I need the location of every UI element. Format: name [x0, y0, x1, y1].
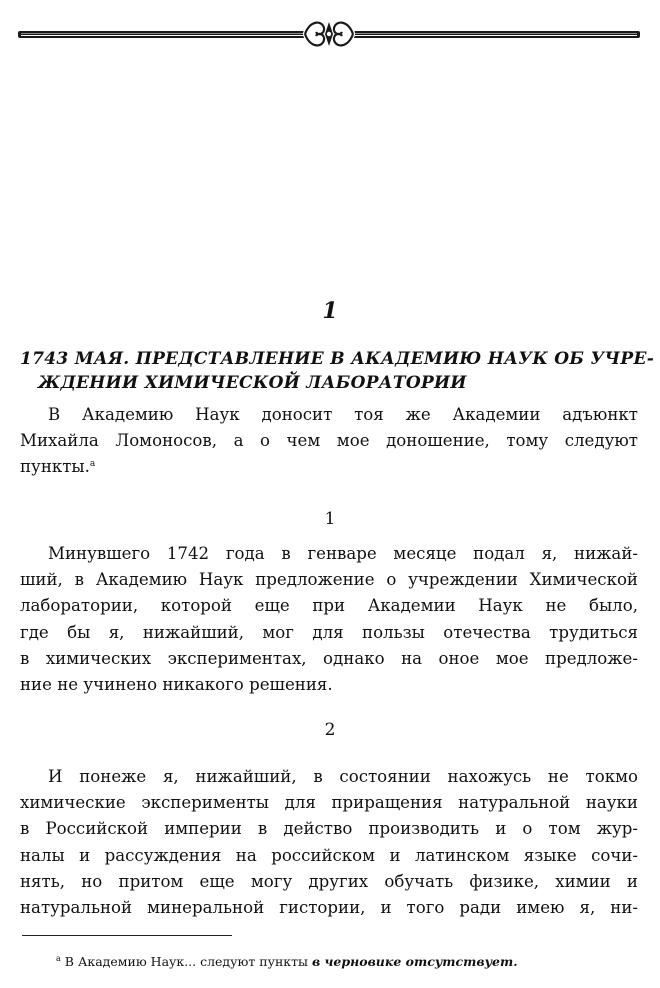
footnote-note: в черновике отсутствует. — [311, 954, 518, 969]
text-line: ние не учинено никакого решения. — [20, 675, 333, 695]
text-line: ший, в Академию Наук предложение о учреждении Химической — [20, 570, 638, 590]
text-line: И понеже я, нижайший, в состоянии нахожусь не токмо — [48, 767, 638, 786]
text-line: натуральной минеральной гистории, и того ради имею я, ни- — [20, 898, 638, 918]
text-line: лаборатории, которой еще при Академии Наук не было, — [20, 596, 638, 616]
document-number: 1 — [322, 298, 338, 324]
text-line: Минувшего 1742 года в генваре месяце подал я, нижай- — [48, 544, 638, 563]
footnote — [56, 950, 646, 971]
text-line — [20, 454, 638, 480]
footnote-divider — [22, 935, 232, 936]
section-number: 2 — [324, 720, 336, 740]
text-line: химические эксперименты для приращения натуральной науки — [20, 793, 638, 813]
footnote-reference[interactable]: а — [89, 459, 96, 470]
text-line-content: пункты. — [20, 457, 90, 477]
title-line: 1743 МАЯ. ПРЕДСТАВЛЕНИЕ В АКАДЕМИЮ НАУК ОБ УЧРЕ- — [20, 349, 655, 369]
section-paragraph — [20, 541, 638, 698]
text-line: налы и рассуждения на российском и латинском языке сочи- — [20, 845, 638, 865]
section-number: 1 — [324, 509, 336, 529]
text-line: нять, но притом еще могу других обучать физике, химии и — [20, 871, 638, 891]
text-line: Михайла Ломоносов, а о чем мое доношение, тому следуют — [20, 431, 638, 451]
footnote-text: В Академию Наук... следуют пункты — [64, 954, 308, 969]
footnote-mark: а — [56, 954, 61, 963]
document-title — [20, 347, 655, 395]
text-line: в химических экспериментах, однако на оное мое предложе- — [20, 648, 638, 668]
text-line: В Академию Наук доносит тоя же Академии адъюнкт — [48, 405, 638, 424]
section-paragraph — [20, 764, 638, 921]
text-line: где бы я, нижайший, мог для пользы отечества трудиться — [20, 622, 638, 642]
text-line: в Российской империи в действо производить и о том жур- — [20, 819, 638, 839]
intro-paragraph — [20, 402, 638, 481]
title-line: ЖДЕНИИ ХИМИЧЕСКОЙ ЛАБОРАТОРИИ — [38, 373, 467, 393]
header-ornament — [18, 16, 640, 52]
